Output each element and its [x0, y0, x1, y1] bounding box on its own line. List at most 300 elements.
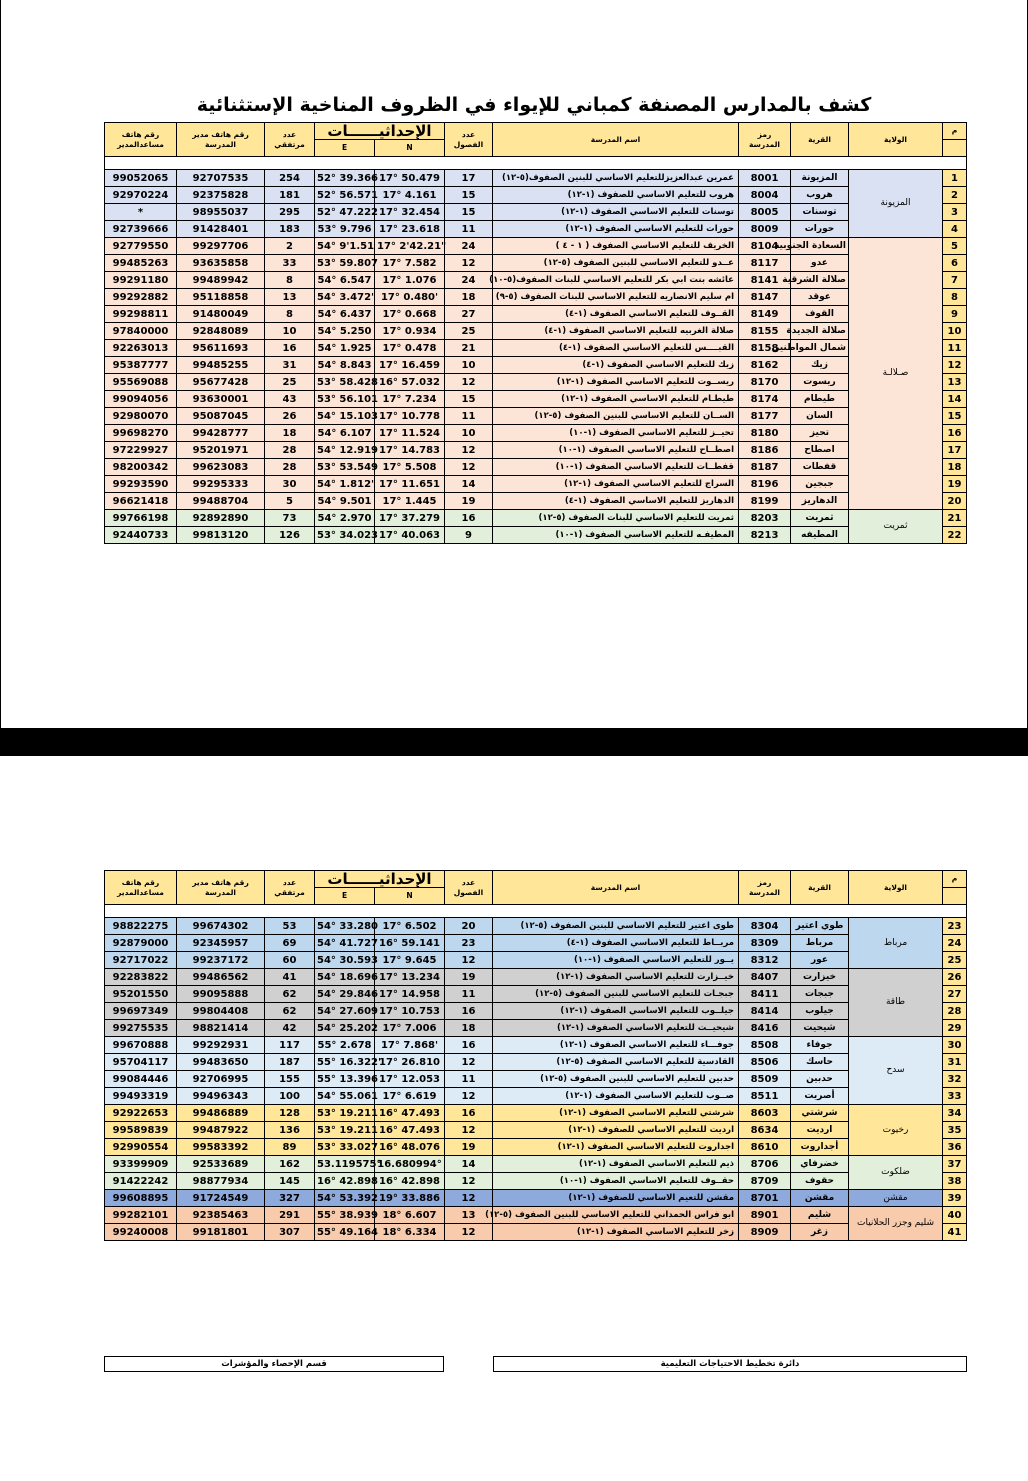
table-row	[105, 1054, 967, 1071]
table-2-body	[105, 918, 967, 1241]
assistant-phone-cell: 99094056	[105, 391, 177, 408]
students-cell: 145	[265, 1173, 315, 1190]
school-code-cell: 8411	[739, 986, 791, 1003]
row-number-cell: 17	[943, 442, 967, 459]
school-code-cell: 8709	[739, 1173, 791, 1190]
school-code-cell: 8416	[739, 1020, 791, 1037]
coord-n-cell: 16° 47.493	[375, 1122, 445, 1139]
school-code-cell: 8004	[739, 187, 791, 204]
coord-n-cell: 17° 7.234	[375, 391, 445, 408]
row-number-cell: 27	[943, 986, 967, 1003]
coord-n-cell: 17° 32.454	[375, 204, 445, 221]
row-number-cell: 18	[943, 459, 967, 476]
classes-cell: 18	[445, 289, 493, 306]
classes-cell: 24	[445, 238, 493, 255]
school-name-cell: قفطــات للتعليم الاساسي الصفوف (١-١٠)	[493, 459, 739, 476]
school-code-cell: 8009	[739, 221, 791, 238]
table-row	[105, 1020, 967, 1037]
header-assistant-phone: رقم هاتف مساعدالمدير	[105, 871, 177, 905]
school-name-cell: ابو فراس الحمداني للتعليم الاساسي للبنين الصفوف (٥-١٢)	[493, 1207, 739, 1224]
classes-cell: 18	[445, 1020, 493, 1037]
table-row	[105, 1156, 967, 1173]
coord-e-cell: 52° 47.222	[315, 204, 375, 221]
school-name-cell: حدبين للتعليم الاساسي للبنين الصفوف (٥-١٢)	[493, 1071, 739, 1088]
coord-e-cell: 55° 49.164	[315, 1224, 375, 1241]
school-name-cell: يــور للتعليم الاساسي الصفوف (١-١٠)	[493, 952, 739, 969]
students-cell: 181	[265, 187, 315, 204]
students-cell: 53	[265, 918, 315, 935]
assistant-phone-cell: 99292882	[105, 289, 177, 306]
coord-e-cell: 54° 33.280	[315, 918, 375, 935]
coord-e-cell: 53° 19.211	[315, 1105, 375, 1122]
coord-n-cell: 17° 0.934	[375, 323, 445, 340]
coord-e-cell: 53° 19.211	[315, 1122, 375, 1139]
coord-n-cell: 17° 23.618	[375, 221, 445, 238]
school-name-cell: ارديت للتعليم الاساسي للصفوف (١-١٢)	[493, 1122, 739, 1139]
students-cell: 136	[265, 1122, 315, 1139]
coord-e-cell: 54° 6.107	[315, 425, 375, 442]
assistant-phone-cell: 99240008	[105, 1224, 177, 1241]
school-code-cell: 8199	[739, 493, 791, 510]
assistant-phone-cell: 92922653	[105, 1105, 177, 1122]
school-name-cell: القبــــس للتعليم الاساسي الصفوف (١-٤)	[493, 340, 739, 357]
students-cell: 25	[265, 374, 315, 391]
director-phone-cell: 99295333	[177, 476, 265, 493]
footer-department-label: دائرة تخطيط الاحتياجات التعليمية	[493, 1356, 967, 1372]
students-cell: 187	[265, 1054, 315, 1071]
school-code-cell: 8407	[739, 969, 791, 986]
coord-n-cell: 17° 5.508	[375, 459, 445, 476]
village-cell: ريسوت	[791, 374, 849, 391]
director-phone-cell: 92707535	[177, 170, 265, 187]
header-director-phone: رقم هاتف مدير المدرسة	[177, 123, 265, 157]
director-phone-cell: 99292931	[177, 1037, 265, 1054]
school-name-cell: حقــوف للتعليم الاساسي الصفوف (١-١٠)	[493, 1173, 739, 1190]
school-code-cell: 8170	[739, 374, 791, 391]
school-name-cell: جبجـات للتعليم الاساسي للبنين الصفوف (٥-١٢)	[493, 986, 739, 1003]
school-name-cell: ثمريت للتعليم الاساسي للبنات الصفوف (٥-١٢)	[493, 510, 739, 527]
coord-e-cell: 54° 6.437	[315, 306, 375, 323]
row-number-cell: 5	[943, 238, 967, 255]
students-cell: 18	[265, 425, 315, 442]
classes-cell: 15	[445, 391, 493, 408]
students-cell: 2	[265, 238, 315, 255]
row-number-cell: 22	[943, 527, 967, 544]
director-phone-cell: 99237172	[177, 952, 265, 969]
school-code-cell: 8509	[739, 1071, 791, 1088]
header-n: N	[375, 888, 445, 905]
classes-cell: 15	[445, 204, 493, 221]
coord-n-cell: 17° 10.753	[375, 1003, 445, 1020]
school-code-cell: 8312	[739, 952, 791, 969]
header-e: E	[315, 140, 375, 157]
classes-cell: 25	[445, 323, 493, 340]
header-students: عدد مرتفقي	[265, 123, 315, 157]
school-name-cell: عائشه بنت ابي بكر للتعليم الاساسي للبنات الصفوف(٥-١٠)	[493, 272, 739, 289]
school-name-cell: طيطـام للتعليم الاساسي الصفوف (١-١٢)	[493, 391, 739, 408]
coord-e-cell: 53° 59.807	[315, 255, 375, 272]
table-row	[105, 323, 967, 340]
classes-cell: 23	[445, 935, 493, 952]
header-seq-blank	[943, 140, 967, 157]
students-cell: 100	[265, 1088, 315, 1105]
table-row	[105, 1224, 967, 1241]
coord-e-cell: 54° 29.846	[315, 986, 375, 1003]
assistant-phone-cell: 97229927	[105, 442, 177, 459]
coord-n-cell: 16.680994°	[375, 1156, 445, 1173]
coord-n-cell: 19° 33.886	[375, 1190, 445, 1207]
director-phone-cell: 92533689	[177, 1156, 265, 1173]
assistant-phone-cell: 98822275	[105, 918, 177, 935]
school-code-cell: 8203	[739, 510, 791, 527]
coord-e-cell: 54° 30.593	[315, 952, 375, 969]
village-cell: جوفاء	[791, 1037, 849, 1054]
director-phone-cell: 92385463	[177, 1207, 265, 1224]
school-name-cell: الخريف للتعليم الاساسي الصفوف ( ١ - ٤ )	[493, 238, 739, 255]
classes-cell: 14	[445, 1156, 493, 1173]
row-number-cell: 15	[943, 408, 967, 425]
coord-e-cell: 54° 41.727	[315, 935, 375, 952]
row-number-cell: 37	[943, 1156, 967, 1173]
classes-cell: 16	[445, 510, 493, 527]
coord-e-cell: 55° 38.939	[315, 1207, 375, 1224]
school-code-cell: 8117	[739, 255, 791, 272]
page-edge-left	[0, 0, 1, 728]
classes-cell: 10	[445, 357, 493, 374]
table-row	[105, 408, 967, 425]
coord-n-cell: 16° 42.898	[375, 1173, 445, 1190]
students-cell: 31	[265, 357, 315, 374]
school-code-cell: 8141	[739, 272, 791, 289]
row-number-cell: 29	[943, 1020, 967, 1037]
village-cell: جبجات	[791, 986, 849, 1003]
classes-cell: 16	[445, 1037, 493, 1054]
assistant-phone-cell: 99697349	[105, 1003, 177, 1020]
assistant-phone-cell: 92739666	[105, 221, 177, 238]
classes-cell: 12	[445, 442, 493, 459]
table-row	[105, 374, 967, 391]
coord-n-cell: 17° 14.783	[375, 442, 445, 459]
students-cell: 26	[265, 408, 315, 425]
students-cell: 62	[265, 1003, 315, 1020]
coord-n-cell: 17° 14.958	[375, 986, 445, 1003]
students-cell: 8	[265, 272, 315, 289]
village-cell: حورات	[791, 221, 849, 238]
village-cell: أجداروت	[791, 1139, 849, 1156]
coord-e-cell: 53° 34.023	[315, 527, 375, 544]
director-phone-cell: 99483650	[177, 1054, 265, 1071]
coord-e-cell: 53° 53.549	[315, 459, 375, 476]
school-code-cell: 8309	[739, 935, 791, 952]
assistant-phone-cell: 99282101	[105, 1207, 177, 1224]
school-name-cell: صلالة الغربيه للتعليم الاساسي الصفوف (١-٤)	[493, 323, 739, 340]
village-cell: خضرفاي	[791, 1156, 849, 1173]
assistant-phone-cell: 99589839	[105, 1122, 177, 1139]
village-cell: القوف	[791, 306, 849, 323]
school-code-cell: 8901	[739, 1207, 791, 1224]
row-number-cell: 19	[943, 476, 967, 493]
village-cell: هروب	[791, 187, 849, 204]
village-cell: صلالة الجديدة	[791, 323, 849, 340]
students-cell: 128	[265, 1105, 315, 1122]
school-name-cell: الدهاريز للتعليم الاساسي الصفوف (١-٤)	[493, 493, 739, 510]
table-row	[105, 289, 967, 306]
director-phone-cell: 93635858	[177, 255, 265, 272]
coord-n-cell: 17° 0.478	[375, 340, 445, 357]
director-phone-cell: 92345957	[177, 935, 265, 952]
director-phone-cell: 99496343	[177, 1088, 265, 1105]
coord-n-cell: 17° 50.479	[375, 170, 445, 187]
classes-cell: 11	[445, 221, 493, 238]
coord-e-cell: 53° 58.428	[315, 374, 375, 391]
assistant-phone-cell: 92717022	[105, 952, 177, 969]
school-code-cell: 8213	[739, 527, 791, 544]
director-phone-cell: 99804408	[177, 1003, 265, 1020]
assistant-phone-cell: *	[105, 204, 177, 221]
school-code-cell: 8180	[739, 425, 791, 442]
classes-cell: 24	[445, 272, 493, 289]
students-cell: 327	[265, 1190, 315, 1207]
village-cell: الدهاريز	[791, 493, 849, 510]
table-row	[105, 238, 967, 255]
director-phone-cell: 99583392	[177, 1139, 265, 1156]
row-number-cell: 21	[943, 510, 967, 527]
table-row	[105, 1088, 967, 1105]
director-phone-cell: 98955037	[177, 204, 265, 221]
village-cell: تحيز	[791, 425, 849, 442]
table-row	[105, 527, 967, 544]
school-code-cell: 8511	[739, 1088, 791, 1105]
village-cell: ثمريت	[791, 510, 849, 527]
row-number-cell: 3	[943, 204, 967, 221]
students-cell: 89	[265, 1139, 315, 1156]
coord-e-cell: 54° 18.696	[315, 969, 375, 986]
village-cell: السعادة الجنوبية	[791, 238, 849, 255]
coord-e-cell: 54° 8.843	[315, 357, 375, 374]
classes-cell: 12	[445, 952, 493, 969]
schools-table-1	[104, 122, 967, 544]
coord-n-cell: 17° 11.524	[375, 425, 445, 442]
director-phone-cell: 99488704	[177, 493, 265, 510]
village-cell: مرباط	[791, 935, 849, 952]
school-name-cell: المطيفـه للتعليم الاساسي الصفوف (١-١٠)	[493, 527, 739, 544]
row-number-cell: 12	[943, 357, 967, 374]
classes-cell: 12	[445, 459, 493, 476]
school-code-cell: 8508	[739, 1037, 791, 1054]
classes-cell: 11	[445, 986, 493, 1003]
coord-n-cell: 17° 26.810	[375, 1054, 445, 1071]
assistant-phone-cell: 95387777	[105, 357, 177, 374]
row-number-cell: 10	[943, 323, 967, 340]
row-number-cell: 26	[943, 969, 967, 986]
coord-e-cell: 55° 13.396	[315, 1071, 375, 1088]
assistant-phone-cell: 92879000	[105, 935, 177, 952]
table-row	[105, 1071, 967, 1088]
row-number-cell: 40	[943, 1207, 967, 1224]
village-cell: طيطام	[791, 391, 849, 408]
row-number-cell: 4	[943, 221, 967, 238]
director-phone-cell: 99428777	[177, 425, 265, 442]
header-students: عدد مرتفقي	[265, 871, 315, 905]
village-cell: جيلوب	[791, 1003, 849, 1020]
wilayat-cell: مرباط	[849, 918, 943, 969]
school-name-cell: زيك للتعليم الاساسي الصفوف (١-٤)	[493, 357, 739, 374]
classes-cell: 12	[445, 1122, 493, 1139]
director-phone-cell: 92848089	[177, 323, 265, 340]
director-phone-cell: 95118858	[177, 289, 265, 306]
director-phone-cell: 95201971	[177, 442, 265, 459]
classes-cell: 19	[445, 493, 493, 510]
director-phone-cell: 99487922	[177, 1122, 265, 1139]
school-code-cell: 8149	[739, 306, 791, 323]
school-name-cell: مقشن للتعيم الاساسي للصفوف (١-١٢)	[493, 1190, 739, 1207]
row-number-cell: 34	[943, 1105, 967, 1122]
row-number-cell: 31	[943, 1054, 967, 1071]
school-name-cell: عمرين عبدالعزيزللتعليم الاساسي للبنين الصفوف(٥-١٢)	[493, 170, 739, 187]
village-cell: عوقد	[791, 289, 849, 306]
students-cell: 60	[265, 952, 315, 969]
coord-n-cell: 17° 7.006	[375, 1020, 445, 1037]
row-number-cell: 30	[943, 1037, 967, 1054]
director-phone-cell: 99485255	[177, 357, 265, 374]
school-code-cell: 8304	[739, 918, 791, 935]
wilayat-cell: صـلالـة	[849, 238, 943, 510]
header-coordinates: الإحداثيــــــات	[315, 871, 445, 888]
header-school-code: رمز المدرسة	[739, 123, 791, 157]
village-cell: طوي اعتير	[791, 918, 849, 935]
table-row	[105, 391, 967, 408]
coord-n-cell: 17° 11.651	[375, 476, 445, 493]
row-number-cell: 1	[943, 170, 967, 187]
village-cell: حقوف	[791, 1173, 849, 1190]
school-code-cell: 8104	[739, 238, 791, 255]
assistant-phone-cell: 99293590	[105, 476, 177, 493]
coord-n-cell: 18° 6.607	[375, 1207, 445, 1224]
school-code-cell: 8610	[739, 1139, 791, 1156]
table-row	[105, 493, 967, 510]
table-row	[105, 1037, 967, 1054]
page-title: كشف بالمدارس المصنفة كمباني للإيواء في الظروف المناخية الإستثنائية	[196, 94, 872, 116]
assistant-phone-cell: 92440733	[105, 527, 177, 544]
school-name-cell: هروب للتعليم الاساسي للصفوف (١-١٢)	[493, 187, 739, 204]
assistant-phone-cell: 91422242	[105, 1173, 177, 1190]
coord-n-cell: 17° 10.778	[375, 408, 445, 425]
coord-n-cell: 17° 16.459	[375, 357, 445, 374]
coord-e-cell: 16° 42.898	[315, 1173, 375, 1190]
coord-n-cell: 17° 1.076	[375, 272, 445, 289]
header-classes: عدد الفصول	[445, 871, 493, 905]
students-cell: 162	[265, 1156, 315, 1173]
wilayat-cell: طاقة	[849, 969, 943, 1037]
header-seq: م	[943, 123, 967, 140]
row-number-cell: 39	[943, 1190, 967, 1207]
village-cell: توسنات	[791, 204, 849, 221]
students-cell: 254	[265, 170, 315, 187]
header-n: N	[375, 140, 445, 157]
coord-e-cell: 54° 25.202	[315, 1020, 375, 1037]
school-name-cell: ام سليم الانصاريه للتعليم الاساسي للبنات الصفوف (٥-٩)	[493, 289, 739, 306]
row-number-cell: 41	[943, 1224, 967, 1241]
school-name-cell: تحيــز للتعليم الاساسي الصفوف (١-١٠)	[493, 425, 739, 442]
village-cell: المزيونة	[791, 170, 849, 187]
classes-cell: 12	[445, 1190, 493, 1207]
row-number-cell: 6	[943, 255, 967, 272]
school-name-cell: صــوب للتعليم الاساسي الصفوف (١-١٢)	[493, 1088, 739, 1105]
coord-e-cell: 54° 53.392	[315, 1190, 375, 1207]
header-school-name: اسم المدرسة	[493, 123, 739, 157]
footer-section-label: قسم الإحصاء والمؤشرات	[104, 1356, 444, 1372]
classes-cell: 9	[445, 527, 493, 544]
coord-e-cell: 52° 39.366	[315, 170, 375, 187]
village-cell: اصطاح	[791, 442, 849, 459]
school-name-cell: جيلــوب للتعليم الاساسي الصفوف (١-١٢)	[493, 1003, 739, 1020]
table-row	[105, 221, 967, 238]
assistant-phone-cell: 99291180	[105, 272, 177, 289]
assistant-phone-cell: 92980070	[105, 408, 177, 425]
table-row	[105, 170, 967, 187]
assistant-phone-cell: 99084446	[105, 1071, 177, 1088]
classes-cell: 10	[445, 425, 493, 442]
row-number-cell: 23	[943, 918, 967, 935]
assistant-phone-cell: 98200342	[105, 459, 177, 476]
assistant-phone-cell: 99608895	[105, 1190, 177, 1207]
assistant-phone-cell: 99670888	[105, 1037, 177, 1054]
classes-cell: 16	[445, 1105, 493, 1122]
assistant-phone-cell: 99052065	[105, 170, 177, 187]
school-name-cell: عــدو للتعليم الاساسي للبنين الصفوف (٥-١٢)	[493, 255, 739, 272]
director-phone-cell: 98877934	[177, 1173, 265, 1190]
village-cell: عور	[791, 952, 849, 969]
table-row	[105, 1139, 967, 1156]
classes-cell: 19	[445, 969, 493, 986]
village-cell: شمال المواطنين	[791, 340, 849, 357]
header-director-phone: رقم هاتف مدير المدرسة	[177, 871, 265, 905]
director-phone-cell: 99181801	[177, 1224, 265, 1241]
students-cell: 307	[265, 1224, 315, 1241]
table-row	[105, 969, 967, 986]
assistant-phone-cell: 92779550	[105, 238, 177, 255]
classes-cell: 13	[445, 1207, 493, 1224]
school-name-cell: شرشتي للتعليم الاساسي الصفوف (١-١٢)	[493, 1105, 739, 1122]
coord-e-cell: 54° 55.061	[315, 1088, 375, 1105]
director-phone-cell: 99095888	[177, 986, 265, 1003]
wilayat-cell: ثمريت	[849, 510, 943, 544]
table-row	[105, 952, 967, 969]
row-number-cell: 7	[943, 272, 967, 289]
students-cell: 28	[265, 459, 315, 476]
school-name-cell: توسنات للتعليم الاساسي الصفوف (١-١٢)	[493, 204, 739, 221]
director-phone-cell: 99674302	[177, 918, 265, 935]
table-row	[105, 1105, 967, 1122]
director-phone-cell: 99813120	[177, 527, 265, 544]
coord-n-cell: 17° 6.619	[375, 1088, 445, 1105]
school-code-cell: 8196	[739, 476, 791, 493]
classes-cell: 11	[445, 408, 493, 425]
school-code-cell: 8177	[739, 408, 791, 425]
classes-cell: 15	[445, 187, 493, 204]
school-code-cell: 8147	[739, 289, 791, 306]
students-cell: 117	[265, 1037, 315, 1054]
wilayat-cell: مقشن	[849, 1190, 943, 1207]
assistant-phone-cell: 93399909	[105, 1156, 177, 1173]
students-cell: 183	[265, 221, 315, 238]
school-code-cell: 8603	[739, 1105, 791, 1122]
coord-n-cell: 17° 40.063	[375, 527, 445, 544]
table-row	[105, 187, 967, 204]
school-name-cell: اصطــاح للتعليم الاساسي الصفوف (١-١٠)	[493, 442, 739, 459]
wilayat-cell: المزيونة	[849, 170, 943, 238]
coord-e-cell: 53° 56.101	[315, 391, 375, 408]
